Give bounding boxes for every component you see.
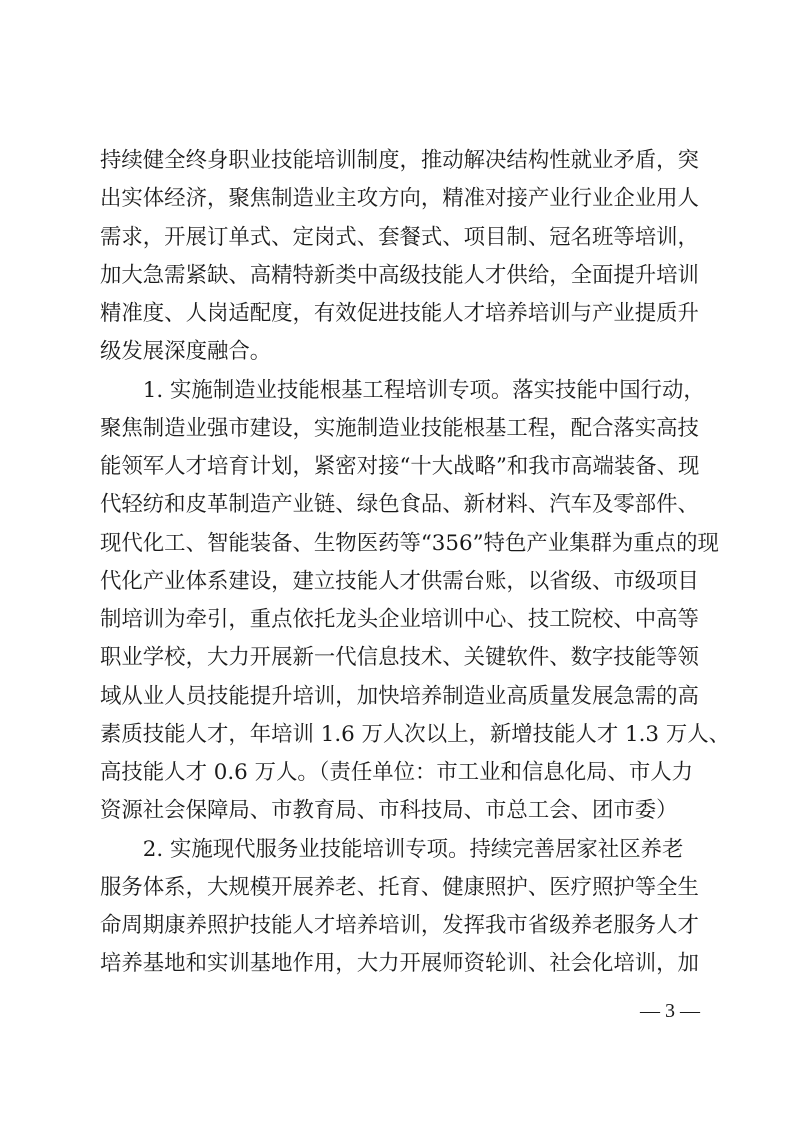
text-line: 服务体系，大规模开展养老、托育、健康照护、医疗照护等全生 — [100, 874, 699, 900]
text-line: 职业学校，大力开展新一代信息技术、关键软件、数字技能等领 — [100, 645, 699, 671]
text-line: 2. 实施现代服务业技能培训专项。持续完善居家社区养老 — [100, 836, 684, 862]
text-line: 资源社会保障局、市教育局、市科技局、市总工会、团市委） — [100, 798, 678, 824]
text-line: 代轻纺和皮革制造产业链、绿色食品、新材料、汽车及零部件、 — [100, 492, 699, 518]
body-text — [100, 142, 731, 984]
text-line: 能领军人才培育计划，紧密对接“十大战略”和我市高端装备、现 — [100, 454, 700, 479]
text-line: 1. 实施制造业技能根基工程培训专项。落实技能中国行动， — [100, 377, 705, 403]
text-line: 持续健全终身职业技能培训制度，推动解决结构性就业矛盾，突 — [100, 148, 699, 173]
text-line: 域从业人员技能提升培训，加快培养制造业高质量发展急需的高 — [100, 683, 699, 709]
text-line: 命周期康养照护技能人才培养培训，发挥我市省级养老服务人才 — [100, 913, 699, 938]
text-line: 现代化工、智能装备、生物医药等“356”特色产业集群为重点的现 — [100, 530, 719, 556]
text-line: 代化产业体系建设，建立技能人才供需台账，以省级、市级项目 — [100, 568, 699, 594]
page-number: — 3 — — [640, 1000, 700, 1022]
text-line: 精准度、人岗适配度，有效促进技能人才培养培训与产业提质升 — [100, 301, 699, 326]
text-line: 素质技能人才，年培训 1.6 万人次以上，新增技能人才 1.3 万人、 — [100, 721, 731, 747]
text-line: 加大急需紧缺、高精特新类中高级技能人才供给，全面提升培训 — [100, 262, 699, 288]
text-line: 制培训为牵引，重点依托龙头企业培训中心、技工院校、中高等 — [100, 607, 699, 632]
text-line: 培养基地和实训基地作用，大力开展师资轮训、社会化培训，加 — [100, 951, 699, 977]
text-line: 聚焦制造业强市建设，实施制造业技能根基工程，配合落实高技 — [100, 415, 699, 441]
text-line: 级发展深度融合。 — [100, 339, 272, 365]
text-line: 需求，开展订单式、定岗式、套餐式、项目制、冠名班等培训， — [100, 224, 699, 250]
text-line: 高技能人才 0.6 万人。（责任单位：市工业和信息化局、市人力 — [100, 760, 694, 785]
text-line: 出实体经济，聚焦制造业主攻方向，精准对接产业行业企业用人 — [100, 186, 699, 212]
